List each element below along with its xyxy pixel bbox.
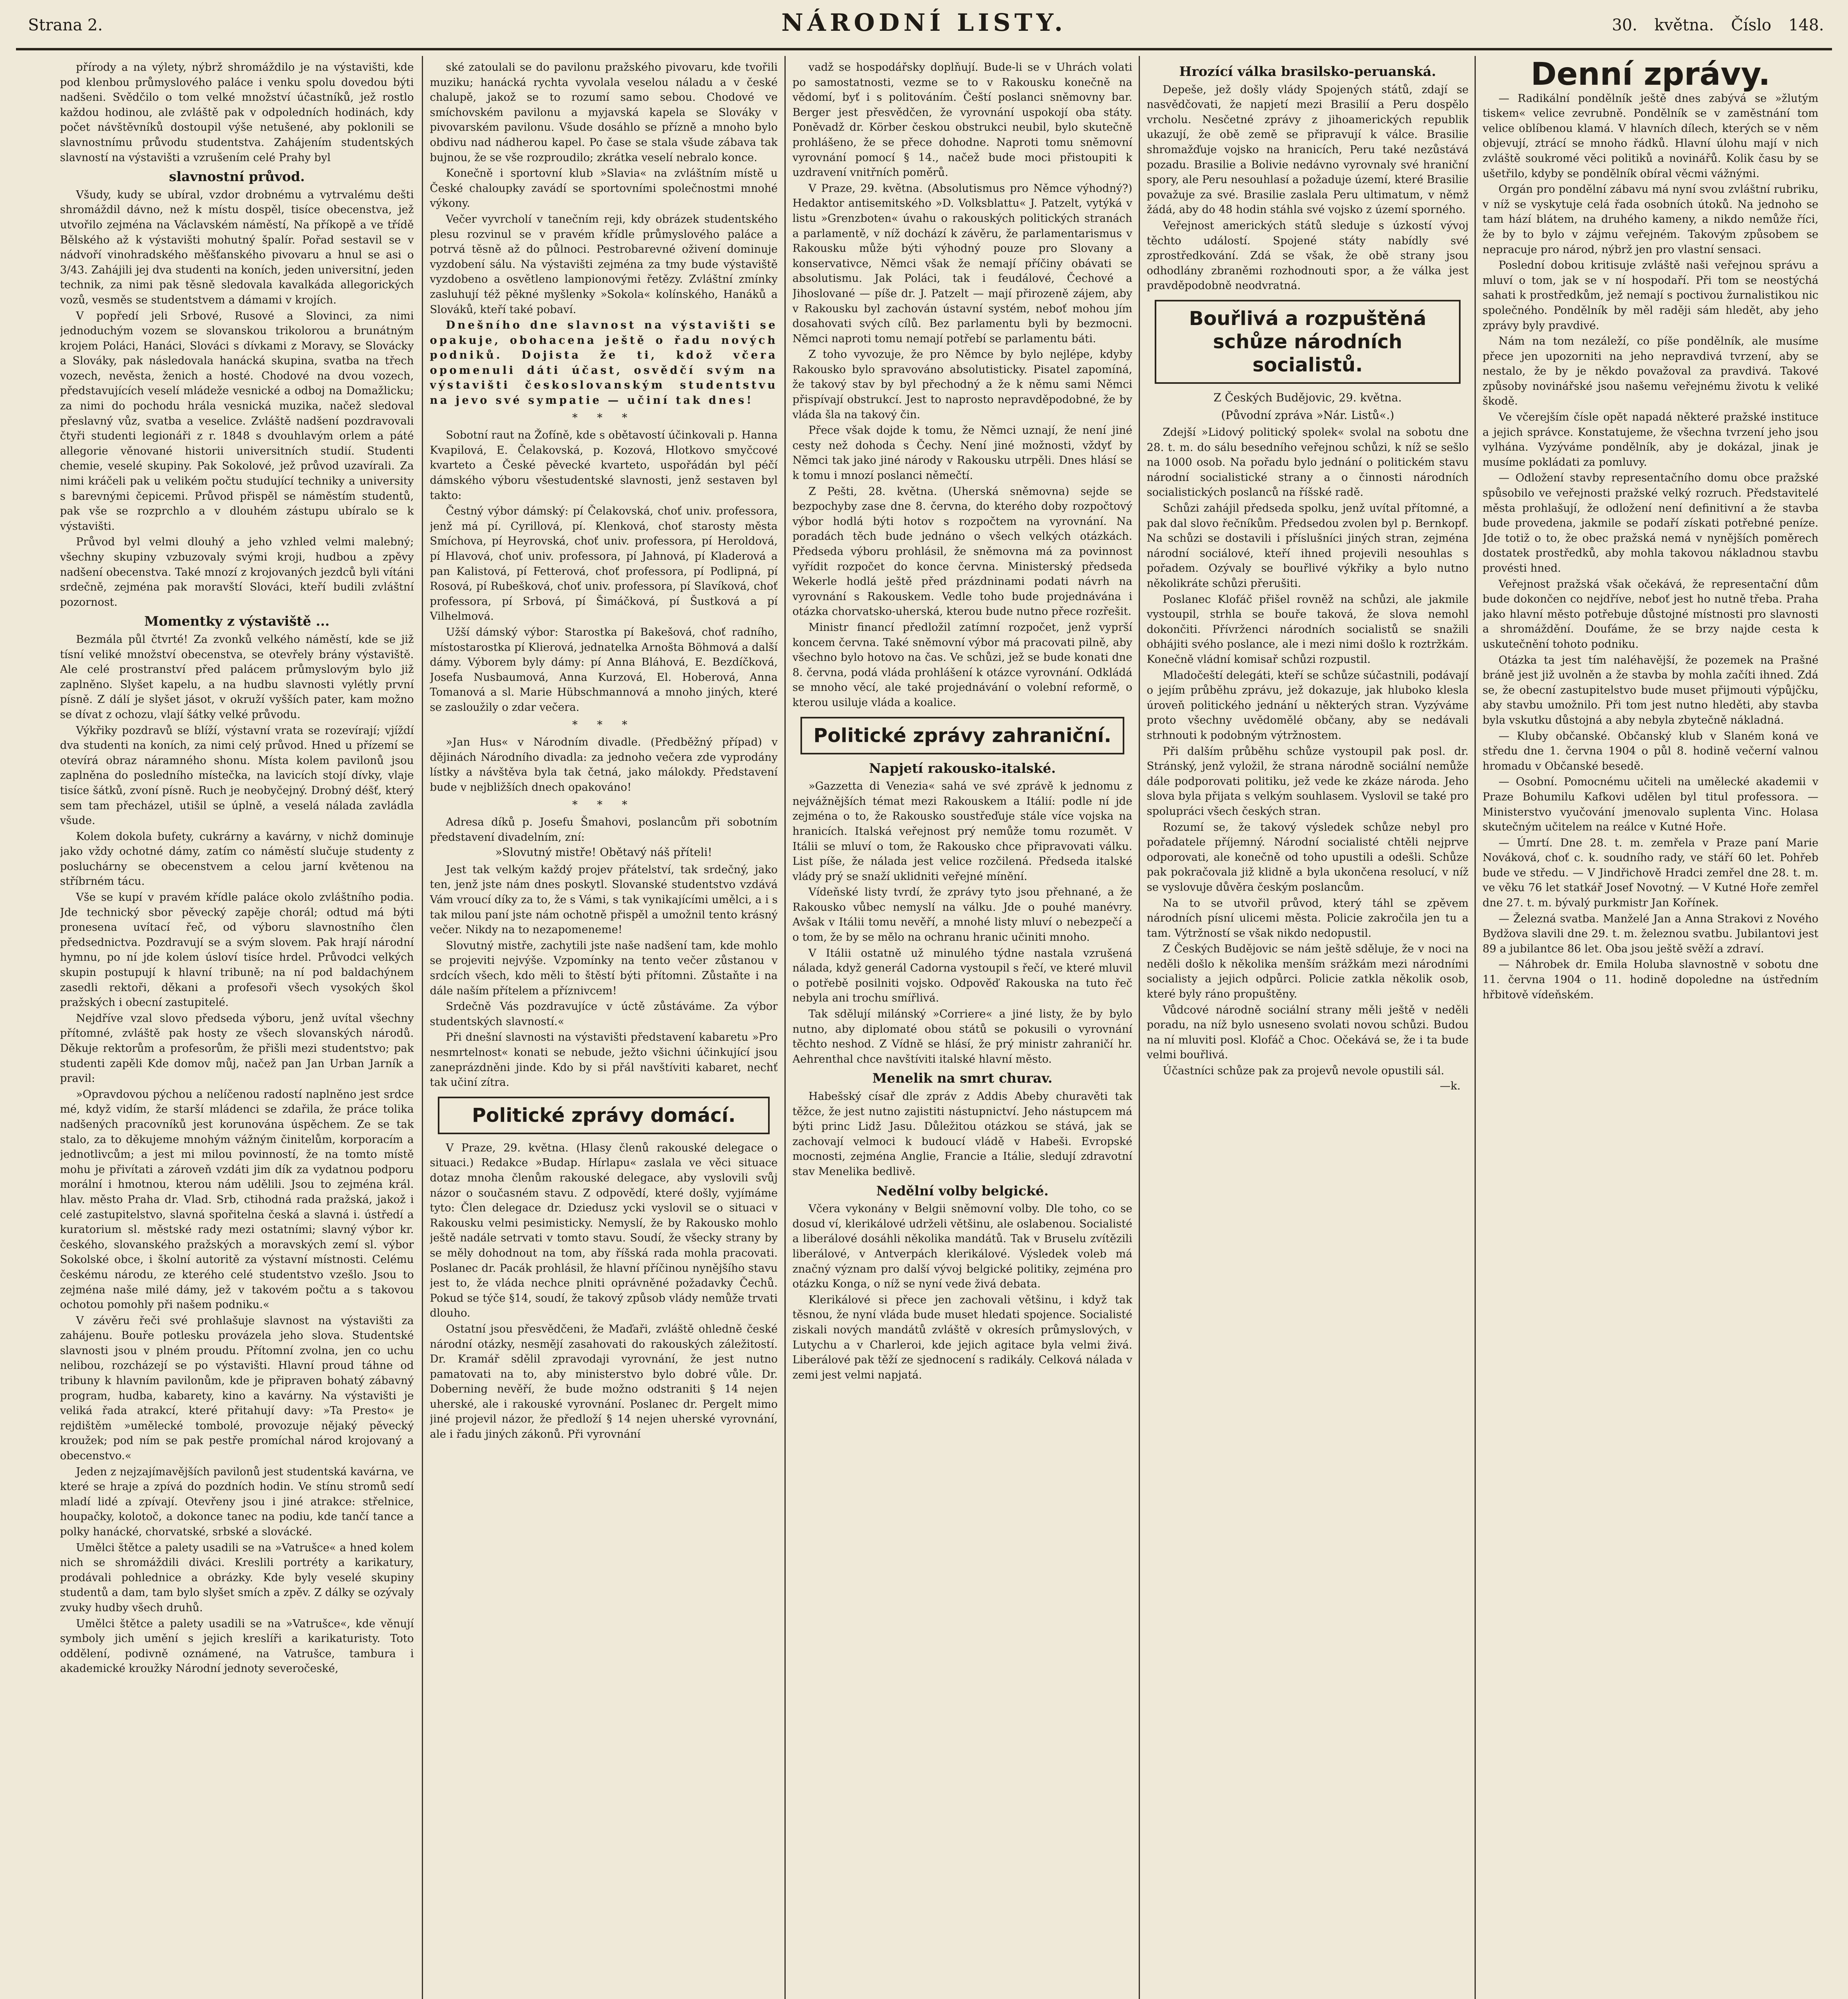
paragraph: Adresa díků p. Josefu Šmahovi, poslancům při sobotním představení divadelním, zní: <box>430 816 778 844</box>
section-box-heading: Politické zprávy domácí. <box>438 1097 770 1134</box>
section-heading: Menelik na smrt churav. <box>872 1070 1053 1086</box>
paragraph: Ministr financí předložil zatímní rozpočet, jenž vyprší koncem června. Také sněmovní výbor má pracovati pilně, aby všechno bylo hotovo na čas. Ve schůzi, jež se bude konati dne 8. června, podá vláda prohlášení k otázce vyrovnání. Odkládá se mnoho věcí, ale také projednávání o volební reformě, o kterou usiluje vláda a koalice. <box>792 621 1132 709</box>
section-heading: slavnostní průvod. <box>169 169 305 185</box>
paragraph: Večer vyvrcholí v tanečním reji, kdy obrázek studentského plesu rozvinul se v pravém křídle průmyslového paláce a potrvá těsně až do půlnoci. Pestrobarevné oživení dominuje vyzdobení sálu. Na výstavišti zejména za tmy bude výstaviště vyzdobeno a osvětleno lampionovými řetězy. Zvláštní zmínky zasluhují též pěkné myšlenky »Sokola« kolínského, Hanáků a Slováků, kteří také pobaví. <box>430 213 778 316</box>
paragraph: Účastníci schůze pak za projevů nevole opustili sál. <box>1163 1065 1445 1077</box>
paragraph: Na to se utvořil průvod, který táhl se zpěvem národních písní ulicemi města. Policie zakročila jen tu a tam. Výtržností se však nikdo nedopustil. <box>1147 897 1469 940</box>
column-divider <box>422 56 423 1999</box>
paragraph: Schůzi zahájil předseda spolku, jenž uvítal přítomné, a pak dal slovo řečníkům. Předsedou zvolen byl p. Bernkopf. Na schůzi se dostavili i příslušníci jiných stran, zejména národní sociálové, kteří ihned projevili nesouhlas s pořadem. Ozývaly se bouřlivé výkřiky a bylo nutno několikráte schůzi přerušiti. <box>1147 502 1469 590</box>
separator-stars: * * * <box>572 798 635 811</box>
paragraph: Veřejnost amerických států sleduje s úzkostí vývoj těchto událostí. Spojené státy nabídly své zprostředkování. Zdá se však, že obě strany jsou odhodlány zbraněmi rozhodnouti spor, a že válka jest pravděpodobně neodvratná. <box>1147 219 1469 292</box>
paragraph: — Odložení stavby representačního domu obce pražské spůsobilo ve veřejnosti pražské velký rozruch. Představitelé města prohlašují, že odložení není definitivní a že stavba bude provedena, jakmile se podaří získati potřebné peníze. Jde totiž o to, že obec pražská nemá v nynějších poměrech dostatek prostředků, aby mohla takovou nákladnou stavbu provésti hned. <box>1483 472 1818 575</box>
column-divider <box>784 56 786 1999</box>
paragraph: Ostatní jsou přesvědčeni, že Maďaři, zvláště ohledně české národní otázky, nesmějí zasahovati do rakouských záležitostí. Dr. Kramář sdělil zpravodaji vyrovnání, že jest nutno pamatovati na to, aby ministerstvo bylo dobré vůle. Dr. Doberning nevěří, že bude možno odstraniti § 14 nejen uherské, ale i rakouské vyrovnání. Poslanec dr. Pergelt mimo jiné projevil názor, že předloží § 14 nejen uherské vyrovnání, ale i řadu jiných zákonů. Při vyrovnání <box>430 1323 778 1441</box>
paragraph: Všudy, kudy se ubíral, vzdor drobnému a vytrvalému dešti shromáždil dávno, než k místu dospěl, tisíce obecenstva, jež utvořilo zejména na Václavském náměstí, Na příkopě a ve třídě Bělského až k výstavišti mohutný špalír. Pořad sestavil se v nádvoří vinohradského měšťanského pivovaru a hnul se asi o 3/43. Zahájili jej dva studenti na koních, jeden universitní, jeden technik, za nimi pak těsně sledovala kavalkáda allegorických vozů, vesměs se studentstvem a dámami v krojích. <box>60 188 414 306</box>
paragraph: Orgán pro pondělní zábavu má nyní svou zvláštní rubriku, v níž se vyskytuje celá řada osobních útoků. Na jednoho se tam hází blátem, na druhého kameny, a nikdo nemůže říci, že by to bylo v zájmu veřejném. Takovým způsobem se nepracuje pro národ, nýbrž jen pro vlastní sensaci. <box>1483 183 1818 256</box>
paragraph: Habešský císař dle zpráv z Addis Abeby churavěti tak těžce, že jest nutno zajistiti nástupnictví. Jeho nástupcem má býti princ Lidž Jasu. Důležitou otázkou se stává, jak se zachovají velmoci k budoucí vládě v Habeši. Evropské mocnosti, zejména Anglie, Francie a Itálie, sledují zdravotní stav Menelika bedlivě. <box>792 1090 1132 1178</box>
column-1 <box>60 60 414 1999</box>
issue-number: Číslo 148. <box>1731 16 1824 34</box>
paragraph: Včera vykonány v Belgii sněmovní volby. Dle toho, co se dosud ví, klerikálové udrželi většinu, ale oslabenou. Socialisté a liberálové dosáhli několika mandátů. Tak v Bruselu zvítězili liberálové, v Antverpách klerikálové. Výsledek voleb má značný význam pro další vývoj belgické politiky, zejména pro otázku Konga, o níž se nyní vede živá debata. <box>792 1203 1132 1291</box>
paragraph: Vídeňské listy tvrdí, že zprávy tyto jsou přehnané, a že Rakousko vůbec nemyslí na válku. Jde o pouhé manévry. Avšak v Itálii tomu nevěří, a mnohé listy mluví o nebezpečí a o tom, že by se mělo na ochranu hranic učiniti mnoho. <box>792 886 1132 944</box>
paragraph: V popředí jeli Srbové, Rusové a Slovinci, za nimi jednoduchým vozem se slovanskou trikolorou a brunátným krojem Poláci, Hanáci, Slováci s dívkami z Moravy, se Slovácky a Slováky, pak následovala hanácká skupina, svatba na třech vozech, nevěsta, ženich a hosté. Chodové na dvou vozech, představujících veselí mládeže vesnické a odboj na Domažlicku; za nimi do pochodu hrála vesnická muzika, načež sledoval přeslavný vůz, svatba a veselice. Zvláště nadšení pozdravovali čtyři studenti legionáři z r. 1848 s dvouhlavým orlem a páté allegorie věnované historii universitních studií. Studenti chemie, veselé skupiny. Pak Sokolové, jež průvod uzavírali. Za nimi kráčeli pak u velikém počtu studující techniky a university s barevnými čepicemi. Průvod přispěl se náměstím studentů, pak vše se rozprchlo a v dlouhém zástupu ubíralo se k výstavišti. <box>60 309 414 533</box>
letter-salutation: »Slovutný mistře! Obětavý náš příteli! <box>495 846 712 859</box>
dateline-source: (Původní zpráva »Nár. Listů«.) <box>1221 408 1395 422</box>
newspaper-title: NÁRODNÍ LISTY. <box>781 9 1067 37</box>
paragraph: Jest tak velkým každý projev přátelství, tak srdečný, jako ten, jenž jste nám dnes poskytl. Slovanské studentstvo vzdává Vám vroucí díky za to, že s Vámi, s tak vynikajícími umělci, a i s tak milou paní jste nám ochotně přispěl a umožnil tento krásný večer. Nikdy na to nezapomeneme! <box>430 863 778 936</box>
page-number: Strana 2. <box>28 16 103 34</box>
paragraph: Vůdcové národně sociální strany měli ještě v neděli poradu, na níž bylo usneseno svolati novou schůzi. Budou na ní mluviti posl. Klofáč a Choc. Očekává se, že i ta bude velmi bouřlivá. <box>1147 1003 1469 1061</box>
section-box-heading: Bouřlivá a rozpuštěná schůze národních socialistů. <box>1155 300 1461 384</box>
paragraph: Slovutný mistře, zachytili jste naše nadšení tam, kde mohlo se projeviti nejvýše. Vzpomínky na tento večer zůstanou v srdcích všech, kdo měli to štěstí býti přítomni. Zůstaňte i na dále naším přítelem a příznivcem! <box>430 939 778 997</box>
paragraph: Poslední dobou kritisuje zvláště naši veřejnou správu a mluví o tom, jak se v ní hospodaří. Při tom se neostýchá sahati k prostředkům, jež nemají s poctivou žurnalistikou nic společného. Pondělník by měl raději sám hledět, aby jeho zprávy byly pravdivé. <box>1483 259 1818 332</box>
paragraph: Rozumí se, že takový výsledek schůze nebyl pro pořadatele příjemný. Národní socialisté chtěli nejprve odporovati, ale konečně od toho upustili a odešli. Schůze pak pokračovala již klidně a byla ukončena resolucí, v níž se vyslovuje důvěra českým poslancům. <box>1147 821 1469 894</box>
separator-stars: * * * <box>572 718 635 731</box>
paragraph: Bezmála půl čtvrté! Za zvonků velkého náměstí, kde se již tísní veliké množství obecenstva, se otevřely brány výstaviště. Ale celé prostranství před palácem průmyslovým bylo již zaplněno. Slyšet kapelu, a na hudbu slavnosti vylétly první písně. Z dálí je slyšet jásot, v okruží vyšších pater, kam možno se dívat z ochozu, vlají šátky velké průvodu. <box>60 633 414 721</box>
section-title-daily-news: Denní zprávy. <box>1531 60 1770 92</box>
paragraph: — Železná svatba. Manželé Jan a Anna Strakovi z Nového Bydžova slavili dne 29. t. m. železnou svatbu. Jubilantovi jest 89 a jubilantce 86 let. Oba jsou ještě svěží a zdraví. <box>1483 912 1818 955</box>
paragraph: Z Pešti, 28. května. (Uherská sněmovna) sejde se bezpochyby zase dne 8. června, do kterého doby rozpočtový výbor hodlá býti hotov s rozpočtem na vyrovnání. Na poradách těch bude jednáno o všech velkých otázkách. Předseda výboru prohlásil, že sněmovna má za povinnost vyřídit rozpočet do konce června. Ministerský předseda Wekerle hodlá ještě před prázdninami podati návrh na vyrovnání s Rakouskem. Vedle toho bude projednávána i otázka chorvatsko-uherská, kterou bude nutno přece rozřešit. <box>792 485 1132 618</box>
paragraph: Veřejnost pražská však očekává, že representační dům bude dokončen co nejdříve, neboť jest ho nutně třeba. Praha jako hlavní město potřebuje důstojné místnosti pro slavnosti a shromáždění. Doufáme, že se brzy najde cesta k uskutečnění tohoto podniku. <box>1483 578 1818 650</box>
section-heading: Nedělní volby belgické. <box>876 1183 1049 1199</box>
paragraph: Konečně i sportovní klub »Slavia« na zvláštním místě u České chaloupky zavádí se sportovními společnostmi mnohé výkony. <box>430 167 778 210</box>
paragraph: V Itálii ostatně už minulého týdne nastala vzrušená nálada, když generál Cadorna vystoupil s řečí, ve které mluvil o potřebě posilniti vojsko. Odpověď Rakouska na tuto řeč nebyla ani trochu smířlivá. <box>792 947 1132 1005</box>
separator-stars: * * * <box>572 411 635 424</box>
paragraph: Výkřiky pozdravů se blíží, výstavní vrata se rozevírají; vjíždí dva studenti na koních, za nimi celý průvod. Hned u přízemí se otevírá obraz náramného shonu. Místa kolem pavilonů jsou zaplněna do posledního místečka, na lavicích stojí dívky, vlaje tisíce šátků, zvoní písně. Ruch je neobyčejný. Drobný déšť, který sem tam přecházel, utišil se úplně, a veselá nálada zavládla všude. <box>60 724 414 827</box>
paragraph: přírody a na výlety, nýbrž shromáždilo je na výstavišti, kde pod klenbou průmyslového paláce i venku spolu dovedou býti nadšeni. Svědčilo o tom velké množství účastníků, jež rostlo každou hodinou, ale zvláště pak v odpoledních hodinách, kdy počet návštěvníků dostoupil výše netušené, aby poklonili se slavnostnímu průvodu studentstva. Zahájením studentských slavností na výstavišti a vzrušením celé Prahy byl <box>60 61 414 164</box>
paragraph: V Praze, 29. května. (Absolutismus pro Němce výhodný?) Hedaktor antisemitského »D. Volksblattu« J. Patzelt, vytýká v listu »Grenzboten« úvahu o rakouských politických stranách a parlamentě, v níž dochází k závěru, že parlamentarismus v Rakousku může býti výhodný pouze pro Slovany a konservativce, Němci však že nemají příčiny obávati se absolutismu. Jak Poláci, tak i feudálové, Čechové a Jihoslované — píše dr. J. Patzelt — mají přirozeně zájem, aby v Rakousku byl zachován ústavní systém, neboť mohou jím dosahovati svých cílů. Bez parlamentu byli by bezmocni. Němci naproti tomu nemají potřebí se parlamentu báti. <box>792 182 1132 345</box>
paragraph: Průvod byl velmi dlouhý a jeho vzhled velmi malebný; všechny skupiny vzbuzovaly svými kroji, hudbou a zpěvy nadšení obecenstva. Také mnozí z krojovaných jezdců byli vítáni srdečně, zejména pak moravští Slováci, kteří budili zvláštní pozornost. <box>60 536 414 608</box>
column-3 <box>792 60 1132 1999</box>
paragraph: Přece však dojde k tomu, že Němci uznají, že není jiné cesty než dohoda s Čechy. Není jiné možnosti, vždyť by Němci tak jako jiné národy v Rakousku utrpěli. Dnes hlásí se k tomu i mnozí poslanci němečtí. <box>792 424 1132 482</box>
paragraph: vadž se hospodářsky doplňují. Bude-li se v Uhrách volati po samostatnosti, vezme se to v Rakousku konečně na vědomí, byť i s politováním. Čeští poslanci sněmovny bar. Berger jest přesvědčen, že vyrovnání uspokojí oba státy. Poněvadž dr. Körber českou obstrukci neubil, bylo skutečně prohlášeno, že se přece dohodne. Naproti tomu sněmovní vyrovnání pomocí § 14., načež bude moci přistoupiti k uzdravení vnitřních poměrů. <box>792 61 1132 179</box>
paragraph: Při dalším průběhu schůze vystoupil pak posl. dr. Stránský, jenž vyložil, že strana národně sociální nemůže dále podporovati politiku, jež vede ke zkáze národa. Jeho slova byla přijata s velkým souhlasem. Vyslovil se také pro spolupráci všech českých stran. <box>1147 745 1469 818</box>
paragraph: — Radikální pondělník ještě dnes zabývá se »žlutým tiskem« velice zevrubně. Pondělník se v zaměstnání tom velice oblíbenou klamá. V hlavních dílech, kterých se v něm objevují, ztrácí se mnoho řádků. Hlavní úlohu mají v nich zvláště soukromé věci politiků a novinářů. Kolik času by se ušetřilo, kdyby se pondělník obíral věcmi vážnými. <box>1483 92 1818 180</box>
paragraph: Vše se kupí v pravém křídle paláce okolo zvláštního podia. Jde technický sbor pěvecký zapěje chorál; odtud má býti pronesena uvítací řeč, od výboru slavnostního člen předsednictva. Pozdravují se a svým slovem. Pak hrají národní hymnu, po ní jde kolem úsloví tisíce hrdel. Průvodci velkých skupin postupují k hlavní tribuně; na ní pod baldachýnem zasedli rektoři, děkani a profesoři všech vysokých škol pražských i obecní zastupitelé. <box>60 891 414 1009</box>
paragraph: V Praze, 29. května. (Hlasy členů rakouské delegace o situaci.) Redakce »Budap. Hírlapu« zaslala ve věci situace dotaz mnoha členům rakouské delegace, aby vyslovili svůj názor o současném stavu. Z odpovědí, které došly, vyjímáme tyto: Člen delegace dr. Dziedusz ycki vyslovil se o situaci v Rakousku velmi pesimisticky. Nemyslí, že by Rakousko mohlo ještě nadále setrvati v tomto stavu. Soudí, že všecky strany by se měly dohodnout na tom, aby říšská rada mohla pracovati. Poslanec dr. Pacák prohlásil, že hlavní příčinou nynějšího stavu jest to, že vláda nechce plniti oprávněné požadavky Čechů. Pokud se týče §14, soudí, že takový způsob vlády nemůže trvati dlouho. <box>430 1141 778 1320</box>
paragraph: — Osobní. Pomocnému učiteli na umělecké akademii v Praze Bohumilu Kafkovi udělen byl titul professora. — Ministerstvo vyučování jmenovalo suplenta Vinc. Holasa skutečným učitelem na reálce v Kutné Hoře. <box>1483 776 1818 834</box>
section-heading: Hrozící válka brasilsko-peruanská. <box>1179 64 1436 79</box>
paragraph: ské zatoulali se do pavilonu pražského pivovaru, kde tvořili muziku; hanácká rychta vyvolala veselou náladu a v české chalupě, jakož se to rozumí samo sebou. Chodové ve smíchovském pavilonu a myjavská kapela se Slováky v pivovarském pavilonu. Všude dosáhlo se přízně a mnoho bylo obdivu nad nádherou kapel. Po čase se stala všude zábava tak bujnou, že se vše rozproudilo; zkrátka veselí nebralo konce. <box>430 61 778 164</box>
paragraph: Zdejší »Lidový politický spolek« svolal na sobotu dne 28. t. m. do sálu besedního veřejnou schůzi, k níž se sešlo na 1000 osob. Na pořadu bylo jednání o politickém stavu národní socialistické strany a o činnosti národních socialistických poslanců na říšské radě. <box>1147 426 1469 499</box>
paragraph: Umělci štětce a palety usadili se na »Vatrušce«, kde věnují symboly jich umění s jejich kreslíři a karikaturisty. Toto oddělení, podivně oznámené, na Vatrušce, tambura i akademické kroužky Národní jednoty severočeské, <box>60 1617 414 1675</box>
paragraph: Nejdříve vzal slovo předseda výboru, jenž uvítal všechny přítomné, zvláště pak hosty ze všech slovanských národů. Děkuje rektorům a profesorům, že přišli mezi studentstvo; pak studenti zapěli Kde domov můj, načež pan Jan Urban Jarník a pravil: <box>60 1012 414 1085</box>
paragraph: Jeden z nejzajímavějších pavilonů jest studentská kavárna, ve které se hraje a zpívá do pozdních hodin. Ve stínu stromů sedí mladí lidé a zpívají. Otevřeny jsou i jiné atrakce: střelnice, houpačky, kolotoč, a dokonce tanec na podiu, kde tančí tance a polky hanácké, chorvatské, srbské a slovácké. <box>60 1465 414 1538</box>
paragraph: Kolem dokola bufety, cukrárny a kavárny, v nichž dominuje jako vždy ochotné dámy, zatím co náměstí slučuje studenty z posluchárny se obecenstvem a celou jarní květenou na stříbrném tácu. <box>60 830 414 888</box>
paragraph: — Úmrtí. Dne 28. t. m. zemřela v Praze paní Marie Nováková, choť c. k. soudního rady, ve stáří 60 let. Pohřeb bude ve středu. — V Jindřichově Hradci zemřel dne 28. t. m. ve věku 76 let statkář Josef Novotný. — V Kutné Hoře zemřel dne 27. t. m. bývalý purkmistr Jan Kořínek. <box>1483 836 1818 910</box>
column-divider <box>1139 56 1140 1999</box>
paragraph: Umělci štětce a palety usadili se na »Vatrušce« a hned kolem nich se shromáždili diváci. Kreslili portréty a karikatury, prodávali pohlednice a obrázky. Kde byly veselé skupiny studentů a dam, tam bylo slyšet smích a zpěv. Z dálky se ozývaly zvuky hudby všech druhů. <box>60 1541 414 1614</box>
paragraph: Ve včerejším čísle opět napadá některé pražské instituce a jejich správce. Konstatujeme, že všechna tvrzení jeho jsou vylhána. Vyzýváme pondělník, aby je dokázal, jinak je musíme pokládati za pomluvy. <box>1483 411 1818 469</box>
paragraph: Depeše, jež došly vlády Spojených států, zdají se nasvědčovati, že napjetí mezi Brasilií a Peru dospělo vrcholu. Nesčetné zprávy z jihoamerických republik ukazují, že obě země se připravují k válce. Brasilie shromažďuje vojsko na hranicích, Peru také nezůstává pozadu. Brasilie a Bolivie nedávno vyrovnaly své hraniční spory, ale Peru nesouhlasí a požaduje území, které Brasilie považuje za své. Brasilie zaslala Peru ultimatum, v němž žádá, aby do 48 hodin stáhla své vojsko z území sporného. <box>1147 83 1469 216</box>
paragraph: — Kluby občanské. Občanský klub v Slaném koná ve středu dne 1. června 1904 o půl 8. hodině večerní valnou hromadu v Občanské besedě. <box>1483 730 1818 772</box>
paragraph: »Gazzetta di Venezia« sahá ve své zprávě k jednomu z nejvážnějších témat mezi Rakouskem a Itálií: podle ní jde zejména o to, že Rakousko soustřeďuje stále více vojska na hranicích. Italská veřejnost prý nemůže tomu rozumět. V Itálii se mluví o tom, že Rakousko chce připravovati válku. List píše, že nálada jest velice rozčilená. Předseda italské vlády prý se snaží uklidniti veřejné mínění. <box>792 780 1132 883</box>
paragraph: Čestný výbor dámský: pí Čelakovská, choť univ. professora, jenž má pí. Cyrillová, pí. Klenková, choť starosty města Smíchova, pí Heyrovská, choť univ. professora, pí Heroldová, pí Hlavová, choť univ. professora, pí Jahnová, pí Kladerová a pan Kalistová, pí Fetterová, choť professora, pí Podlipná, pí Rosová, pí Rubešková, choť univ. professora, pí Slavíková, choť professora, pí Srbová, pí Šimáčková, pí Šustková a pí Vilhelmová. <box>430 505 778 623</box>
column-2 <box>430 60 778 1999</box>
column-5 <box>1483 60 1818 1999</box>
paragraph: Z toho vyvozuje, že pro Němce by bylo nejlépe, kdyby Rakousko bylo spravováno absolutisticky. Pisatel zapomíná, že takový stav by byl přechodný a že k němu sami Němci přispívají obstrukcí. Jest to naprosto nepravděpodobné, že by vláda šla na takový čin. <box>792 348 1132 421</box>
paragraph: Užší dámský výbor: Starostka pí Bakešová, choť radního, místostarostka pí Klierová, jednatelka Arnošta Böhmová a další dámy. Výborem byly dámy: pí Anna Bláhová, E. Bezdíčková, Josefa Nusbaumová, Anna Kurzová, El. Hoberová, Anna Tomanová a sl. Marie Hübschmannová a mnoho jiných, které se zasloužily o zdar večera. <box>430 626 778 714</box>
paragraph: Dnešního dne slavnost na výstavišti se opakuje, obohacena ještě o řadu nových podniků. Dojista že ti, kdož včera opomenuli dáti účast, osvědčí svým na výstavišti českoslovanským studentstvu na jevo své sympatie — učiní tak dnes! <box>430 319 778 407</box>
section-heading: Momentky z výstaviště ... <box>144 613 330 629</box>
dateline: Z Českých Budějovic, 29. května. <box>1213 391 1402 404</box>
section-box-heading: Politické zprávy zahraniční. <box>800 717 1124 754</box>
paragraph: »Jan Hus« v Národním divadle. (Předběžný případ) v dějinách Národního divadla: za jednoho večera zde vyprodány lístky a návštěva byla tak četná, jako málokdy. Představení bude v nejbližších dnech opakováno! <box>430 736 778 794</box>
masthead <box>16 4 1832 50</box>
paragraph: — Náhrobek dr. Emila Holuba slavnostně v sobotu dne 11. června 1904 o 11. hodině dopoledne na ústředním hřbitově vídeňském. <box>1483 958 1818 1001</box>
paragraph: Klerikálové si přece jen zachovali většinu, i když tak těsnou, že nyní vláda bude muset hledati spojence. Socialisté ziskali nových mandátů zvláště v okresích průmyslových, v Lutychu a v Charleroi, kde jejich agitace byla velmi živá. Liberálové pak těží ze sjednocení s radikály. Celková nálada v zemi jest velmi napjatá. <box>792 1293 1132 1381</box>
paragraph: Srdečně Vás pozdravujíce v úctě zůstáváme. Za výbor studentských slavností.« <box>430 1000 778 1028</box>
paragraph: Při dnešní slavnosti na výstavišti představení kabaretu »Pro nesmrtelnost« konati se nebude, ježto všichni účinkující jsou zaneprázdněni jinde. Kdo by si přál navštíviti kabaret, nechť tak učiní zítra. <box>430 1031 778 1089</box>
article-signature: —k. <box>1440 1079 1461 1092</box>
paragraph: Tak sdělují milánský »Corriere« a jiné listy, že by bylo nutno, aby diplomaté obou států se pokusili o vyrovnání těchto neshod. Z Vídně se hlásí, že prý ministr zahraničí hr. Aehrenthal chce navštíviti italské hlavní město. <box>792 1008 1132 1065</box>
column-4 <box>1147 60 1469 1999</box>
column-divider <box>1475 56 1476 1999</box>
issue-date: 30. května. <box>1612 16 1714 34</box>
paragraph: »Opravdovou pýchou a nelíčenou radostí naplněno jest srdce mé, když vidím, že starší mládenci se zdařila, že práce tolika nadšených pracovníků jest korunována úspěchem. Ze se tak stalo, za to děkujeme mnohým vážným činitelům, korporacím a jednotlivcům; a jest mi milou povinností, že na tomto místě mohu je přivítati a zároveň vzdáti jim dík za vydatnou podporu morální i hmotnou, kterou nám udělili. Jsou to zejména král. hlav. město Praha dr. Vlad. Srb, ctihodná rada pražská, jakož i celé zastupitelstvo, slavná spořitelna česká a slavná i. ústředí a kuratorium sl. městské rady mezi ostatními; slavný výbor kr. českého, slovanského pražských a moravských zemí sl. výbor Sokolské obce, i školní autoritě za výstavní místnosti. Celému českému národu, ze kterého celé studentstvo vzešlo. Jsou to zejména naše milé dámy, jež v takovém počtu a s takovou ochotou pomohly při našem podniku.« <box>60 1088 414 1311</box>
paragraph: Sobotní raut na Žofíně, kde s obětavostí účinkovali p. Hanna Kvapilová, E. Čelakovská, p. Kozová, Hlotkovo smyčcové kvarteto a České pěvecké kvarteto, uspořádán byl péčí dámského výboru všestudentské slavnosti, jenž sestaven byl takto: <box>430 429 778 502</box>
paragraph: V závěru řeči své prohlašuje slavnost na výstavišti za zahájenu. Bouře potlesku provázela jeho slova. Studentské slavnosti jsou v plném proudu. Přítomní zvolna, jen co uchu nelibou, rozcházejí se po výstavišti. Hlavní proud táhne od tribuny k hlavním pavilonům, kde je připraven bohatý zábavný program, hudba, kabarety, kino a kavárny. Na výstavišti je veliká řada atrakcí, které přitahují davy: »Ta Presto« je rejdištěm »umělecké tombolé, provozuje nějaký pěvecký kroužek; pod ním se pak pestře promíchal národ krojovaný a obecenstvo.« <box>60 1314 414 1462</box>
paragraph: Nám na tom nezáleží, co píše pondělník, ale musíme přece jen upozorniti na jeho nepravdivá tvrzení, aby se nestalo, že by je někdo považoval za pravdivá. Takové způsoby novinářské jsou našemu veřejnému životu k veliké škodě. <box>1483 335 1818 408</box>
section-heading: Napjetí rakousko-italské. <box>869 760 1056 776</box>
paragraph: Otázka ta jest tím naléhavější, že pozemek na Prašné bráně jest již uvolněn a že stavba by mohla začíti ihned. Zdá se, že obecní zastupitelstvo bude muset přijmouti výpůjčku, aby stavbu umožnilo. Při tom jest nutno hleděti, aby stavba byla vskutku důstojná a aby nebyla zbytečně nákladná. <box>1483 654 1818 726</box>
paragraph: Mladočeští delegáti, kteří se schůze súčastnili, podávají o jejím průběhu zprávu, jež dokazuje, jak hluboko klesla úroveň politického jednání u některých stran. Vyzýváme proto všechny uvědomělé občany, aby se nedávali strhnouti k podobným výtržnostem. <box>1147 669 1469 742</box>
paragraph: Z Českých Budějovic se nám ještě sděluje, že v noci na neděli došlo k několika menším srážkám mezi národními socialisty a jejich odpůrci. Policie zatkla několik osob, které byly ráno propuštěny. <box>1147 943 1469 1001</box>
paragraph: Poslanec Klofáč přišel rovněž na schůzi, ale jakmile vystoupil, strhla se bouře taková, že slova nemohl dokončiti. Přívrženci národních socialistů se snažili obhájiti svého poslance, ale i mezi nimi došlo k roztržkám. Konečně vládní komisař schůzi rozpustil. <box>1147 593 1469 666</box>
